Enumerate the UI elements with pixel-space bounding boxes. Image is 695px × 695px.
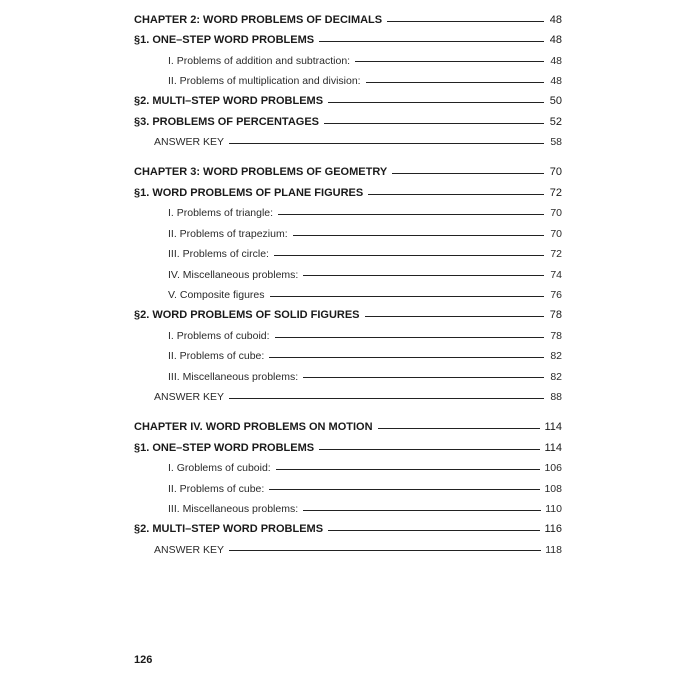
toc-entry-page: 50 xyxy=(549,95,562,108)
toc-entry-title: I. Problems of triangle: xyxy=(168,207,274,220)
toc-entry-section[interactable] xyxy=(134,112,562,132)
toc-entry-title: III. Problems of circle: xyxy=(168,248,269,261)
toc-entry-page: 72 xyxy=(550,248,562,261)
toc-entry-title: I. Problems of addition and subtraction: xyxy=(168,54,351,67)
toc-entry-title: II. Problems of cube: xyxy=(168,350,265,363)
dot-leader xyxy=(328,102,544,103)
toc-entry-section[interactable] xyxy=(134,30,562,50)
toc-entry-title: CHAPTER IV. WORD PROBLEMS ON MOTION xyxy=(134,421,373,434)
toc-entry-page: 82 xyxy=(550,350,562,363)
toc-entry-item[interactable] xyxy=(134,51,562,71)
toc-entry-page: 58 xyxy=(550,136,562,149)
toc-entry-item[interactable] xyxy=(134,204,562,224)
toc-entry-chapter[interactable] xyxy=(134,10,562,30)
toc-entry-page: 114 xyxy=(544,421,562,434)
toc-entry-item[interactable] xyxy=(134,346,562,366)
toc-entry-title: III. Miscellaneous problems: xyxy=(168,502,299,515)
toc-entry-section[interactable] xyxy=(134,438,562,458)
toc-entry-page: 106 xyxy=(544,462,562,475)
toc-entry-title: CHAPTER 2: WORD PROBLEMS OF DECIMALS xyxy=(134,13,383,26)
toc-entry-page: 48 xyxy=(550,54,562,67)
toc-entry-page: 70 xyxy=(550,227,562,240)
dot-leader xyxy=(278,214,544,215)
toc-entry-section[interactable] xyxy=(134,183,562,203)
dot-leader xyxy=(366,82,544,83)
toc-entry-title: III. Miscellaneous problems: xyxy=(168,370,299,383)
toc-entry-title: §2. MULTI–STEP WORD PROBLEMS xyxy=(134,95,324,108)
dot-leader xyxy=(274,255,544,256)
toc-entry-page: 88 xyxy=(550,390,562,403)
dot-leader xyxy=(276,469,541,470)
toc-entry-chapter[interactable] xyxy=(134,163,562,183)
toc-entry-title: II. Problems of cube: xyxy=(168,482,265,495)
dot-leader xyxy=(328,530,540,531)
toc-entry-page: 78 xyxy=(549,309,562,322)
toc-entry-page: 82 xyxy=(550,370,562,383)
toc-entry-section[interactable] xyxy=(134,519,562,539)
toc-entry-item[interactable] xyxy=(134,367,562,387)
chapter-gap xyxy=(134,153,562,163)
toc-entry-answer[interactable] xyxy=(134,540,562,560)
toc-entry-item[interactable] xyxy=(134,479,562,499)
toc-entry-page: 76 xyxy=(550,289,562,302)
dot-leader xyxy=(270,296,545,297)
toc-entry-item[interactable] xyxy=(134,499,562,519)
toc-entry-chapter[interactable] xyxy=(134,417,562,437)
toc-entry-item[interactable] xyxy=(134,244,562,264)
toc-entry-title: §1. ONE–STEP WORD PROBLEMS xyxy=(134,441,315,454)
toc-entry-title: ANSWER KEY xyxy=(154,390,225,403)
dot-leader xyxy=(324,123,544,124)
toc-entry-item[interactable] xyxy=(134,326,562,346)
toc-entry-page: 110 xyxy=(545,502,562,515)
chapter-gap xyxy=(134,407,562,417)
toc-entry-page: 48 xyxy=(549,34,562,47)
toc-entry-section[interactable] xyxy=(134,92,562,112)
toc-entry-page: 48 xyxy=(549,13,562,26)
toc-entry-item[interactable] xyxy=(134,458,562,478)
toc-entry-page: 108 xyxy=(544,482,562,495)
toc-entry-title: §3. PROBLEMS OF PERCENTAGES xyxy=(134,115,319,128)
dot-leader xyxy=(229,550,541,551)
toc-entry-page: 52 xyxy=(549,115,562,128)
dot-leader xyxy=(229,398,544,399)
toc-entry-page: 116 xyxy=(544,523,562,536)
dot-leader xyxy=(269,357,544,358)
toc-entry-title: I. Problems of cuboid: xyxy=(168,329,270,342)
toc-entry-page: 70 xyxy=(549,166,562,179)
toc-entry-item[interactable] xyxy=(134,224,562,244)
dot-leader xyxy=(387,21,544,22)
toc-entry-title: I. Groblems of cuboid: xyxy=(168,462,271,475)
toc-entry-page: 72 xyxy=(549,186,562,199)
toc-entry-title: §2. WORD PROBLEMS OF SOLID FIGURES xyxy=(134,309,360,322)
dot-leader xyxy=(293,235,544,236)
toc-entry-page: 114 xyxy=(544,441,562,454)
toc-entry-item[interactable] xyxy=(134,265,562,285)
toc-entry-title: ANSWER KEY xyxy=(154,543,225,556)
dot-leader xyxy=(275,337,544,338)
toc-entry-title: II. Problems of multiplication and division: xyxy=(168,75,361,88)
toc-entry-title: ANSWER KEY xyxy=(154,136,225,149)
toc-entry-title: §1. WORD PROBLEMS OF PLANE FIGURES xyxy=(134,186,364,199)
dot-leader xyxy=(319,41,544,42)
dot-leader xyxy=(229,143,544,144)
toc-entry-item[interactable] xyxy=(134,71,562,91)
toc-entry-answer[interactable] xyxy=(134,387,562,407)
toc-entry-title: §2. MULTI–STEP WORD PROBLEMS xyxy=(134,523,324,536)
toc-entry-title: II. Problems of trapezium: xyxy=(168,227,288,240)
dot-leader xyxy=(378,428,541,429)
toc-entry-page: 70 xyxy=(550,207,562,220)
dot-leader xyxy=(355,61,544,62)
dot-leader xyxy=(319,449,540,450)
dot-leader xyxy=(365,316,544,317)
toc-entry-title: §1. ONE–STEP WORD PROBLEMS xyxy=(134,34,315,47)
toc-entry-answer[interactable] xyxy=(134,132,562,152)
toc-entry-title: CHAPTER 3: WORD PROBLEMS OF GEOMETRY xyxy=(134,166,388,179)
dot-leader xyxy=(303,377,544,378)
toc-entry-page: 118 xyxy=(545,543,562,556)
toc-entry-section[interactable] xyxy=(134,305,562,325)
table-of-contents xyxy=(134,10,562,560)
toc-entry-page: 74 xyxy=(550,268,562,281)
dot-leader xyxy=(303,275,544,276)
toc-entry-title: IV. Miscellaneous problems: xyxy=(168,268,299,281)
dot-leader xyxy=(368,194,544,195)
toc-entry-item[interactable] xyxy=(134,285,562,305)
page-number: 126 xyxy=(134,654,153,666)
dot-leader xyxy=(303,510,541,511)
dot-leader xyxy=(392,173,544,174)
toc-entry-title: V. Composite figures xyxy=(168,289,265,302)
dot-leader xyxy=(269,489,540,490)
toc-entry-page: 78 xyxy=(550,329,562,342)
toc-entry-page: 48 xyxy=(550,75,562,88)
